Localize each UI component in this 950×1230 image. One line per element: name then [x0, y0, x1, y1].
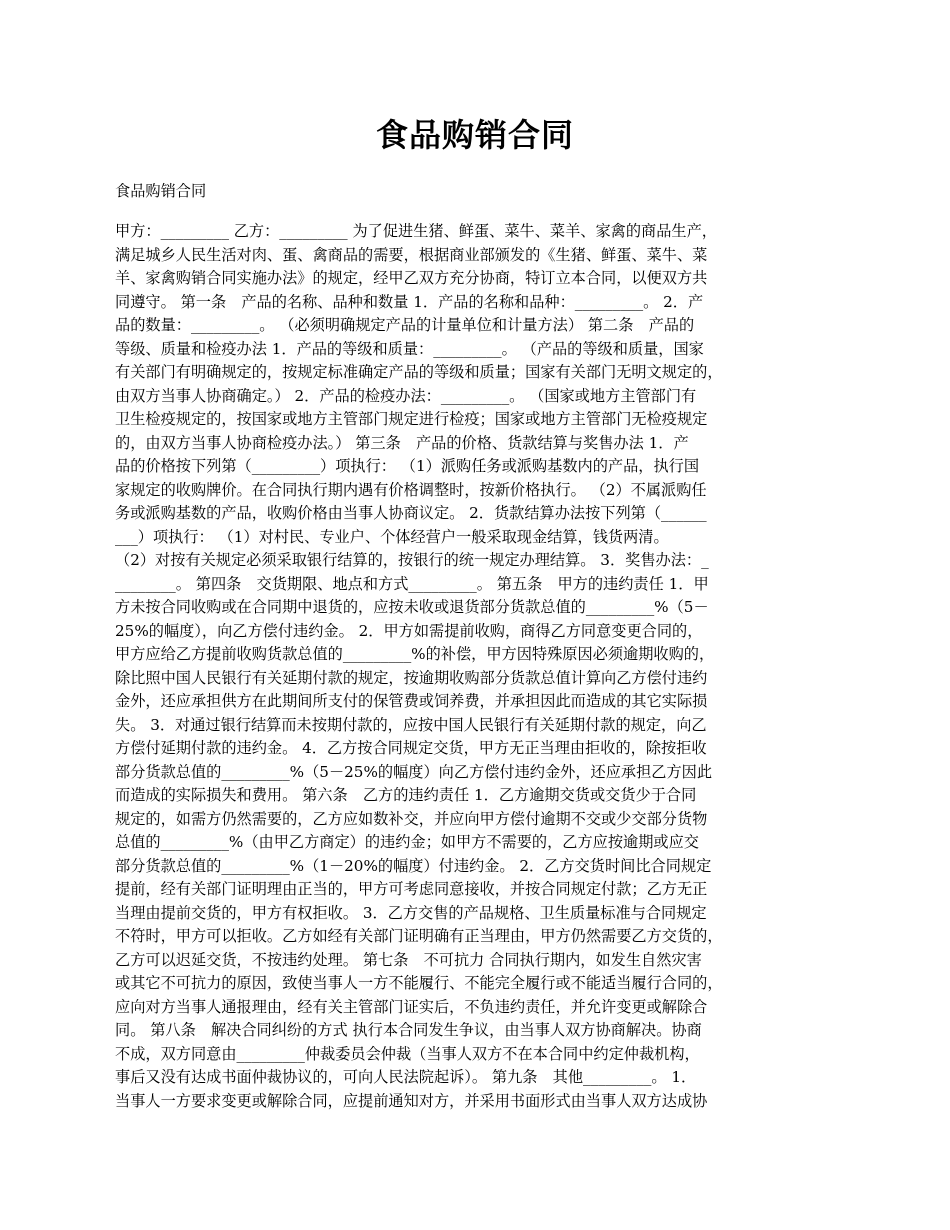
- body-line: 除比照中国人民银行有关延期付款的规定，按逾期收购部分货款总值计算向乙方偿付违约: [115, 668, 708, 687]
- body-line: ________。 第四条 交货期限、地点和方式_________。 第五条 甲方的违约责任 1．甲: [115, 574, 709, 593]
- body-line: ___）项执行： （1）对村民、专业户、个体经营户一般采取现金结算，钱货两清。: [115, 527, 669, 546]
- body-line: 满足城乡人民生活对肉、蛋、禽商品的需要，根据商业部颁发的《生猪、鲜蛋、菜牛、菜: [115, 245, 708, 264]
- body-line: 务或派购基数的产品，收购价格由当事人协商议定。 2．货款结算办法按下列第（______: [115, 504, 707, 522]
- body-line: 同。 第八条 解决合同纠纷的方式 执行本合同发生争议，由当事人双方协商解决。协商: [115, 1021, 702, 1039]
- body-line: 事后又没有达成书面仲裁协议的，可向人民法院起诉）。 第九条 其他_________。 1．: [115, 1068, 697, 1086]
- body-line: 同遵守。 第一条 产品的名称、品种和数量 1．产品的名称和品种：_________。 2．产: [115, 292, 704, 311]
- body-line: 的，由双方当事人协商检疫办法。） 第三条 产品的价格、货款结算与奖售办法 1．产: [115, 433, 689, 452]
- body-line: 部分货款总值的_________%（1－20%的幅度）付违约金。 2．乙方交货时间比合同规定: [115, 856, 712, 875]
- body-line: 失。 3．对通过银行结算而未按期付款的，应按中国人民银行有关延期付款的规定，向乙: [115, 715, 707, 734]
- body-line: 卫生检疫规定的，按国家或地方主管部门规定进行检疫；国家或地方主管部门无检疫规定: [115, 410, 708, 428]
- body-line: 不符时，甲方可以拒收。乙方如经有关部门证明确有正当理由，甲方仍然需要乙方交货的，: [115, 927, 723, 945]
- body-line: （2）对按有关规定必须采取银行结算的，按银行的统一规定办理结算。 3．奖售办法：_: [115, 551, 709, 569]
- body-line: 而造成的实际损失和费用。 第六条 乙方的违约责任 1．乙方逾期交货或交货少于合同: [115, 786, 697, 804]
- body-line: 应向对方当事人通报理由，经有关主管部门证实后，不负违约责任，并允许变更或解除合: [115, 997, 708, 1016]
- body-line: 羊、家禽购销合同实施办法》的规定，经甲乙双方充分协商，特订立本合同，以便双方共: [115, 269, 708, 287]
- body-line: 当事人一方要求变更或解除合同，应提前通知对方，并采用书面形式由当事人双方达成协: [115, 1091, 708, 1110]
- body-line: 提前，经有关部门证明理由正当的，甲方可考虑同意接收，并按合同规定付款；乙方无正: [115, 880, 708, 898]
- body-line: 有关部门有明确规定的，按规定标准确定产品的等级和质量；国家有关部门无明文规定的，: [115, 363, 723, 381]
- body-line: 甲方：_________ 乙方：_________ 为了促进生猪、鲜蛋、菜牛、菜羊、家禽的商品生产，: [115, 222, 717, 240]
- body-line: 不成，双方同意由_________仲裁委员会仲裁（当事人双方不在本合同中约定仲裁机构，: [115, 1044, 700, 1063]
- body-line: 或其它不可抗力的原因，致使当事人一方不能履行、不能完全履行或不能适当履行合同的，: [115, 974, 723, 992]
- body-line: 家规定的收购牌价。在合同执行期内遇有价格调整时，按新价格执行。 （2）不属派购任: [115, 480, 707, 499]
- document-subtitle: 食品购销合同: [115, 182, 207, 200]
- body-line: 由双方当事人协商确定。） 2．产品的检疫办法：_________。 （国家或地方主管部门有: [115, 386, 697, 405]
- body-line: 当理由提前交货的，甲方有权拒收。 3．乙方交售的产品规格、卫生质量标准与合同规定: [115, 903, 707, 922]
- body-line: 品的价格按下列第（_________）项执行： （1）派购任务或派购基数内的产品，执行国: [115, 457, 700, 475]
- body-line: 方未按合同收购或在合同期中退货的，应按未收或退货部分货款总值的_________%（5－: [115, 598, 709, 616]
- body-line: 25%的幅度），向乙方偿付违约金。 2．甲方如需提前收购，商得乙方同意变更合同的，: [115, 621, 703, 640]
- body-line: 甲方应给乙方提前收购货款总值的_________%的补偿，甲方因特殊原因必须逾期收购的，: [115, 645, 715, 663]
- body-line: 规定的，如需方仍然需要的，乙方应如数补交，并应向甲方偿付逾期不交或少交部分货物: [115, 809, 708, 828]
- body-line: 方偿付延期付款的违约金。 4．乙方按合同规定交货，甲方无正当理由拒收的，除按拒收: [115, 739, 707, 757]
- body-line: 等级、质量和检疫办法 1．产品的等级和质量：_________。 （产品的等级和质量，国家: [115, 339, 704, 358]
- body-line: 部分货款总值的_________%（5－25%的幅度）向乙方偿付违约金外，还应承担乙方因此: [115, 762, 713, 781]
- body-line: 乙方可以迟延交货，不按违约处理。 第七条 不可抗力 合同执行期内，如发生自然灾害: [115, 950, 702, 969]
- document-title: 食品购销合同: [375, 116, 574, 154]
- body-line: 总值的_________%（由甲乙方商定）的违约金；如甲方不需要的，乙方应按逾期或应交: [115, 833, 699, 851]
- body-line: 品的数量：_________。 （必须明确规定产品的计量单位和计量方法） 第二条 产品的: [115, 316, 695, 334]
- body-line: 金外，还应承担供方在此期间所支付的保管费或饲养费，并承担因此而造成的其它实际损: [115, 692, 708, 710]
- contract-body: [115, 220, 840, 1113]
